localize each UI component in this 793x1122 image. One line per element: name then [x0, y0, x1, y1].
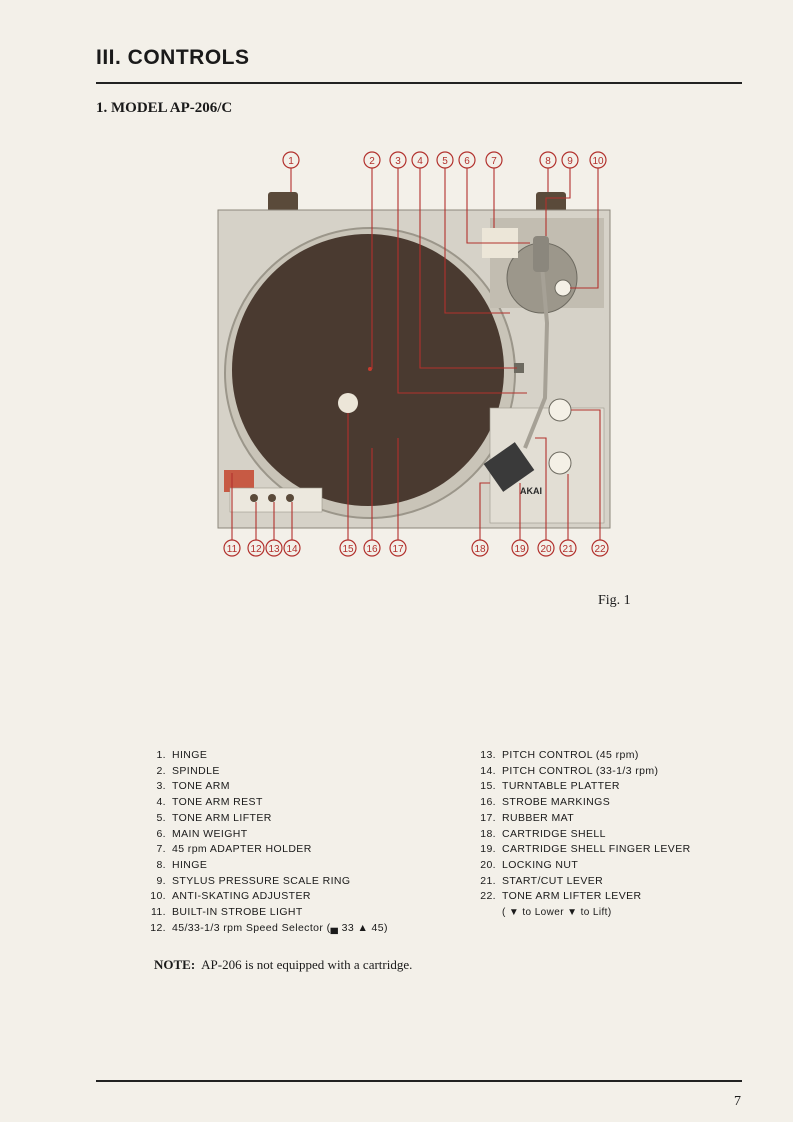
list-item: 15. TURNTABLE PLATTER: [480, 780, 620, 793]
brand-text: AKAI: [520, 486, 542, 496]
note-label: NOTE:: [154, 957, 196, 972]
label-image: [338, 393, 358, 413]
hinge-left-image: [268, 192, 298, 212]
model-subheading: 1. MODEL AP-206/C: [96, 100, 233, 116]
list-item: 10. ANTI-SKATING ADJUSTER: [150, 890, 311, 903]
svg-text:11: 11: [226, 544, 238, 555]
list-item: 12. 45/33-1/3 rpm Speed Selector (▄ 33 ▲ 45): [150, 921, 388, 934]
list-item: 1. HINGE: [156, 749, 208, 761]
svg-text:9: 9: [567, 156, 573, 167]
list-item: 21. START/CUT LEVER: [480, 874, 604, 887]
list-item: 11. BUILT-IN STROBE LIGHT: [150, 906, 303, 919]
hinge-right-image: [536, 192, 566, 212]
section-heading: III. CONTROLS: [96, 46, 250, 69]
list-item: 9. STYLUS PRESSURE SCALE RING: [156, 874, 351, 887]
control-panel-image: [230, 488, 322, 512]
bottom-rule: [96, 1080, 742, 1082]
svg-text:7: 7: [491, 156, 497, 167]
svg-text:5: 5: [442, 156, 448, 167]
spindle-image: [368, 367, 372, 371]
list-item: 22. TONE ARM LIFTER LEVER: [480, 890, 642, 903]
svg-text:18: 18: [474, 544, 486, 555]
svg-text:17: 17: [392, 544, 404, 555]
note: [154, 957, 412, 973]
svg-text:22: 22: [594, 544, 606, 555]
start-cut-lever-image: [549, 452, 571, 474]
note-text: AP-206 is not equipped with a cartridge.: [201, 957, 413, 972]
counterweight-image: [533, 236, 549, 272]
svg-text:3: 3: [395, 156, 401, 167]
list-item: 5. TONE ARM LIFTER: [156, 811, 272, 824]
list-subnote: ( ▼ to Lower ▼ to Lift): [502, 907, 612, 919]
list-item: 8. HINGE: [156, 858, 208, 871]
list-item: 4. TONE ARM REST: [156, 796, 263, 809]
list-item: 18. CARTRIDGE SHELL: [480, 827, 606, 840]
page-number: 7: [734, 1094, 741, 1109]
callouts-bottom: [224, 540, 608, 556]
lifter-lever-image: [549, 399, 571, 421]
svg-text:6: 6: [464, 156, 470, 167]
list-item: 14. PITCH CONTROL (33-1/3 rpm): [480, 764, 659, 777]
svg-text:15: 15: [342, 544, 354, 555]
figure-caption: Fig. 1: [598, 593, 631, 608]
rubber-mat-image: [232, 234, 504, 506]
list-item: 16. STROBE MARKINGS: [480, 796, 611, 809]
svg-text:2: 2: [369, 156, 375, 167]
svg-text:10: 10: [592, 156, 604, 167]
svg-text:21: 21: [562, 544, 574, 555]
anti-skating-image: [555, 280, 571, 296]
svg-text:19: 19: [514, 544, 526, 555]
top-rule: [96, 82, 742, 84]
svg-text:20: 20: [540, 544, 552, 555]
callouts-top: [283, 152, 606, 168]
list-item: 6. MAIN WEIGHT: [156, 827, 248, 840]
list-item: 2. SPINDLE: [156, 764, 220, 777]
parts-list-left: [140, 748, 460, 936]
list-item: 13. PITCH CONTROL (45 rpm): [480, 749, 639, 761]
svg-text:13: 13: [268, 544, 280, 555]
list-item: 19. CARTRIDGE SHELL FINGER LEVER: [480, 843, 691, 856]
svg-text:12: 12: [250, 544, 262, 555]
svg-text:14: 14: [286, 544, 298, 555]
list-item: 20. LOCKING NUT: [480, 858, 579, 871]
turntable-figure: [190, 148, 620, 573]
list-item: 3. TONE ARM: [156, 780, 230, 793]
svg-text:8: 8: [545, 156, 551, 167]
svg-text:16: 16: [366, 544, 378, 555]
parts-list-right: [470, 748, 760, 921]
svg-text:1: 1: [288, 156, 294, 167]
list-item: 7. 45 rpm ADAPTER HOLDER: [156, 843, 312, 856]
svg-text:4: 4: [417, 156, 423, 167]
list-item: 17. RUBBER MAT: [480, 811, 575, 824]
